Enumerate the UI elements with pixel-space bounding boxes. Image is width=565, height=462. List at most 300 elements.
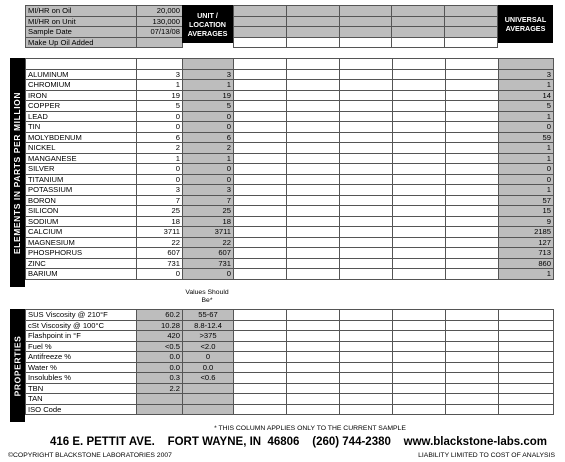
empty-cell bbox=[287, 227, 340, 238]
property-should-be: 8.8-12.4 bbox=[183, 320, 234, 331]
empty-cell bbox=[446, 352, 499, 363]
element-name: POTASSIUM bbox=[26, 185, 137, 196]
element-universal-average: 1 bbox=[499, 185, 554, 196]
element-unit-average: 18 bbox=[183, 216, 234, 227]
element-universal-average: 9 bbox=[499, 216, 554, 227]
table-row bbox=[26, 153, 554, 164]
property-value: 0.3 bbox=[137, 373, 183, 384]
element-universal-average: 1 bbox=[499, 80, 554, 91]
empty-cell bbox=[499, 310, 554, 321]
empty-cell bbox=[287, 143, 340, 154]
empty-cell bbox=[446, 237, 499, 248]
empty-cell bbox=[393, 132, 446, 143]
properties-table bbox=[25, 309, 554, 415]
empty-cell bbox=[392, 37, 445, 48]
empty-cell bbox=[499, 331, 554, 342]
table-row bbox=[26, 69, 554, 80]
table-row bbox=[26, 101, 554, 112]
empty-cell bbox=[340, 331, 393, 342]
element-universal-average: 860 bbox=[499, 258, 554, 269]
property-should-be: >375 bbox=[183, 331, 234, 342]
empty-cell bbox=[340, 153, 393, 164]
empty-cell bbox=[340, 90, 393, 101]
element-unit-average: 3 bbox=[183, 185, 234, 196]
table-row bbox=[26, 143, 554, 154]
element-universal-average: 0 bbox=[499, 122, 554, 133]
empty-cell bbox=[234, 394, 287, 405]
empty-cell bbox=[234, 59, 287, 70]
element-name: SILVER bbox=[26, 164, 137, 175]
empty-cell bbox=[445, 27, 498, 38]
empty-cell bbox=[446, 227, 499, 238]
empty-cell bbox=[446, 362, 499, 373]
empty-cell bbox=[446, 90, 499, 101]
element-name: MAGNESIUM bbox=[26, 237, 137, 248]
property-value bbox=[137, 394, 183, 405]
properties-section-label: PROPERTIES bbox=[10, 309, 25, 422]
element-universal-average: 0 bbox=[499, 174, 554, 185]
empty-cell bbox=[393, 320, 446, 331]
empty-cell bbox=[393, 80, 446, 91]
empty-cell bbox=[287, 373, 340, 384]
empty-cell bbox=[392, 6, 445, 17]
sample-info-row bbox=[26, 37, 183, 48]
element-unit-average: 0 bbox=[183, 174, 234, 185]
element-value: 1 bbox=[137, 153, 183, 164]
sample-info-row bbox=[26, 27, 183, 38]
empty-cell bbox=[393, 331, 446, 342]
property-name: Water % bbox=[26, 362, 137, 373]
element-value: 25 bbox=[137, 206, 183, 217]
empty-cell bbox=[287, 69, 340, 80]
empty-cell bbox=[446, 320, 499, 331]
element-value: 1 bbox=[137, 80, 183, 91]
property-name: Fuel % bbox=[26, 341, 137, 352]
empty-cell bbox=[393, 216, 446, 227]
sample-info-row bbox=[26, 6, 183, 17]
empty-cell bbox=[340, 310, 393, 321]
empty-cell bbox=[499, 404, 554, 415]
empty-cell bbox=[446, 258, 499, 269]
property-value: 420 bbox=[137, 331, 183, 342]
element-value: 0 bbox=[137, 174, 183, 185]
element-name: ZINC bbox=[26, 258, 137, 269]
empty-cell bbox=[234, 216, 287, 227]
empty-cell bbox=[445, 6, 498, 17]
element-value: 18 bbox=[137, 216, 183, 227]
sample-info-value: 07/13/08 bbox=[137, 27, 183, 38]
empty-cell bbox=[234, 195, 287, 206]
table-row bbox=[26, 80, 554, 91]
element-name: MOLYBDENUM bbox=[26, 132, 137, 143]
empty-cell bbox=[393, 248, 446, 259]
empty-cell bbox=[287, 101, 340, 112]
sample-info-label: Make Up Oil Added bbox=[26, 37, 137, 48]
empty-cell bbox=[340, 227, 393, 238]
empty-cell bbox=[287, 383, 340, 394]
empty-cell bbox=[286, 37, 339, 48]
values-should-be-header: Values Should Be* bbox=[185, 289, 229, 304]
empty-cell bbox=[234, 248, 287, 259]
element-name: NICKEL bbox=[26, 143, 137, 154]
property-should-be: 0 bbox=[183, 352, 234, 363]
empty-cell bbox=[393, 237, 446, 248]
empty-cell bbox=[234, 69, 287, 80]
empty-cell bbox=[393, 352, 446, 363]
lab-address: 416 E. PETTIT AVE. FORT WAYNE, IN 46806 (260) 744-2380 www.blackstone-labs.com bbox=[50, 436, 548, 448]
empty-cell bbox=[287, 394, 340, 405]
empty-cell bbox=[446, 122, 499, 133]
empty-cell bbox=[499, 373, 554, 384]
empty-cell bbox=[446, 341, 499, 352]
empty-cell bbox=[340, 164, 393, 175]
empty-cell bbox=[287, 206, 340, 217]
element-name: BARIUM bbox=[26, 269, 137, 280]
empty-cell bbox=[393, 310, 446, 321]
empty-cell bbox=[393, 153, 446, 164]
empty-cell bbox=[234, 206, 287, 217]
table-row bbox=[26, 310, 554, 321]
empty-cell bbox=[234, 101, 287, 112]
element-value: 5 bbox=[137, 101, 183, 112]
empty-cell bbox=[393, 206, 446, 217]
element-unit-average: 22 bbox=[183, 237, 234, 248]
empty-cell bbox=[446, 373, 499, 384]
empty-cell bbox=[234, 352, 287, 363]
empty-cell bbox=[393, 111, 446, 122]
empty-cell bbox=[287, 153, 340, 164]
empty-cell bbox=[287, 185, 340, 196]
element-value: 607 bbox=[137, 248, 183, 259]
sample-info-value bbox=[137, 37, 183, 48]
property-name: SUS Viscosity @ 210°F bbox=[26, 310, 137, 321]
table-row bbox=[26, 206, 554, 217]
empty-cell bbox=[393, 164, 446, 175]
empty-cell bbox=[340, 258, 393, 269]
empty-cell bbox=[287, 122, 340, 133]
element-universal-average: 0 bbox=[499, 164, 554, 175]
empty-cell bbox=[393, 185, 446, 196]
sample-info-value: 20,000 bbox=[137, 6, 183, 17]
elements-section-label: ELEMENTS IN PARTS PER MILLION bbox=[10, 58, 25, 287]
liability-notice: LIABILITY LIMITED TO COST OF ANALYSIS bbox=[418, 452, 555, 459]
empty-cell bbox=[446, 404, 499, 415]
empty-cell bbox=[446, 80, 499, 91]
empty-cell bbox=[234, 362, 287, 373]
empty-cell bbox=[393, 383, 446, 394]
empty-cell bbox=[393, 258, 446, 269]
unit-averages-header: UNIT / LOCATION AVERAGES bbox=[182, 5, 233, 43]
element-universal-average: 57 bbox=[499, 195, 554, 206]
sample-info-row bbox=[26, 16, 183, 27]
empty-cell bbox=[234, 269, 287, 280]
property-name: TBN bbox=[26, 383, 137, 394]
element-value: 0 bbox=[137, 122, 183, 133]
empty-cell bbox=[393, 143, 446, 154]
element-unit-average: 0 bbox=[183, 164, 234, 175]
table-row bbox=[26, 122, 554, 133]
element-name: ALUMINUM bbox=[26, 69, 137, 80]
empty-cell bbox=[234, 227, 287, 238]
element-name: TIN bbox=[26, 122, 137, 133]
property-should-be: <0.6 bbox=[183, 373, 234, 384]
element-universal-average: 5 bbox=[499, 101, 554, 112]
element-universal-average: 713 bbox=[499, 248, 554, 259]
property-name: Antifreeze % bbox=[26, 352, 137, 363]
table-row bbox=[26, 331, 554, 342]
empty-cell bbox=[445, 16, 498, 27]
element-value: 0 bbox=[137, 164, 183, 175]
empty-cell bbox=[287, 310, 340, 321]
empty-cell bbox=[287, 195, 340, 206]
element-unit-average: 1 bbox=[183, 153, 234, 164]
table-row bbox=[26, 185, 554, 196]
empty-cell bbox=[446, 143, 499, 154]
empty-cell bbox=[340, 195, 393, 206]
element-universal-average: 15 bbox=[499, 206, 554, 217]
property-value: <0.5 bbox=[137, 341, 183, 352]
element-value: 3 bbox=[137, 185, 183, 196]
element-name: TITANIUM bbox=[26, 174, 137, 185]
empty-cell bbox=[340, 216, 393, 227]
empty-cell bbox=[286, 6, 339, 17]
empty-cell bbox=[287, 269, 340, 280]
empty-cell bbox=[340, 174, 393, 185]
property-should-be: 0.0 bbox=[183, 362, 234, 373]
empty-cell bbox=[392, 16, 445, 27]
element-value: 2 bbox=[137, 143, 183, 154]
element-value: 22 bbox=[137, 237, 183, 248]
empty-cell bbox=[340, 185, 393, 196]
property-value bbox=[137, 404, 183, 415]
element-universal-average: 2185 bbox=[499, 227, 554, 238]
empty-cell bbox=[340, 248, 393, 259]
empty-cell bbox=[340, 59, 393, 70]
empty-cell bbox=[234, 320, 287, 331]
element-unit-average: 0 bbox=[183, 111, 234, 122]
empty-cell bbox=[234, 37, 287, 48]
sample-info-label: MI/HR on Oil bbox=[26, 6, 137, 17]
element-unit-average: 0 bbox=[183, 122, 234, 133]
element-name: IRON bbox=[26, 90, 137, 101]
empty-cell bbox=[287, 132, 340, 143]
empty-cell bbox=[446, 164, 499, 175]
empty-cell bbox=[234, 6, 287, 17]
element-universal-average: 1 bbox=[499, 153, 554, 164]
footnote: * THIS COLUMN APPLIES ONLY TO THE CURRENT SAMPLE bbox=[214, 425, 406, 432]
element-universal-average: 59 bbox=[499, 132, 554, 143]
empty-cell bbox=[393, 404, 446, 415]
table-row bbox=[26, 111, 554, 122]
empty-cell bbox=[499, 383, 554, 394]
table-row bbox=[26, 227, 554, 238]
element-unit-average: 2 bbox=[183, 143, 234, 154]
sample-info-table bbox=[25, 5, 183, 48]
table-row bbox=[26, 373, 554, 384]
table-row bbox=[26, 404, 554, 415]
property-name: TAN bbox=[26, 394, 137, 405]
empty-cell bbox=[340, 101, 393, 112]
empty-cell bbox=[234, 237, 287, 248]
property-value: 10.28 bbox=[137, 320, 183, 331]
table-row bbox=[26, 237, 554, 248]
empty-cell bbox=[393, 227, 446, 238]
empty-cell bbox=[26, 59, 137, 70]
empty-cell bbox=[393, 269, 446, 280]
element-name: SILICON bbox=[26, 206, 137, 217]
empty-cell bbox=[499, 59, 554, 70]
empty-cell bbox=[393, 69, 446, 80]
element-unit-average: 607 bbox=[183, 248, 234, 259]
property-name: cSt Viscosity @ 100°C bbox=[26, 320, 137, 331]
element-name: MANGANESE bbox=[26, 153, 137, 164]
empty-cell bbox=[287, 216, 340, 227]
empty-cell bbox=[446, 206, 499, 217]
property-value: 0.0 bbox=[137, 352, 183, 363]
empty-cell bbox=[286, 27, 339, 38]
element-unit-average: 731 bbox=[183, 258, 234, 269]
element-name: PHOSPHORUS bbox=[26, 248, 137, 259]
property-value: 60.2 bbox=[137, 310, 183, 321]
empty-cell bbox=[287, 320, 340, 331]
empty-cell bbox=[446, 132, 499, 143]
element-universal-average: 127 bbox=[499, 237, 554, 248]
empty-cell bbox=[340, 122, 393, 133]
empty-cell bbox=[287, 352, 340, 363]
empty-cell bbox=[446, 269, 499, 280]
empty-cell bbox=[234, 164, 287, 175]
empty-cell bbox=[234, 331, 287, 342]
empty-cell bbox=[287, 59, 340, 70]
table-row bbox=[26, 248, 554, 259]
element-name: LEAD bbox=[26, 111, 137, 122]
element-value: 0 bbox=[137, 111, 183, 122]
empty-cell bbox=[340, 362, 393, 373]
element-value: 3711 bbox=[137, 227, 183, 238]
table-row bbox=[26, 132, 554, 143]
element-value: 7 bbox=[137, 195, 183, 206]
empty-cell bbox=[340, 206, 393, 217]
element-universal-average: 3 bbox=[499, 69, 554, 80]
empty-cell bbox=[446, 69, 499, 80]
element-unit-average: 19 bbox=[183, 90, 234, 101]
empty-cell bbox=[340, 341, 393, 352]
empty-cell bbox=[340, 132, 393, 143]
empty-cell bbox=[340, 352, 393, 363]
empty-cell bbox=[393, 59, 446, 70]
empty-cell bbox=[340, 373, 393, 384]
empty-cell bbox=[340, 69, 393, 80]
element-unit-average: 3 bbox=[183, 69, 234, 80]
empty-cell bbox=[446, 331, 499, 342]
empty-cell bbox=[287, 248, 340, 259]
empty-cell bbox=[287, 80, 340, 91]
property-value: 2.2 bbox=[137, 383, 183, 394]
empty-cell bbox=[446, 174, 499, 185]
empty-cell bbox=[287, 362, 340, 373]
table-row bbox=[26, 269, 554, 280]
empty-cell bbox=[340, 80, 393, 91]
table-row bbox=[26, 394, 554, 405]
element-universal-average: 1 bbox=[499, 143, 554, 154]
empty-cell bbox=[340, 320, 393, 331]
table-row bbox=[26, 362, 554, 373]
empty-cell bbox=[234, 258, 287, 269]
empty-cell bbox=[287, 341, 340, 352]
element-universal-average: 1 bbox=[499, 111, 554, 122]
empty-cell bbox=[393, 341, 446, 352]
empty-cell bbox=[393, 195, 446, 206]
universal-averages-header: UNIVERSAL AVERAGES bbox=[498, 5, 553, 43]
empty-cell bbox=[446, 111, 499, 122]
element-unit-average: 6 bbox=[183, 132, 234, 143]
empty-cell bbox=[234, 373, 287, 384]
property-should-be bbox=[183, 404, 234, 415]
element-unit-average: 0 bbox=[183, 269, 234, 280]
empty-cell bbox=[499, 362, 554, 373]
element-name: SODIUM bbox=[26, 216, 137, 227]
element-unit-average: 3711 bbox=[183, 227, 234, 238]
empty-cell bbox=[340, 111, 393, 122]
sample-info-label: MI/HR on Unit bbox=[26, 16, 137, 27]
empty-cell bbox=[137, 59, 183, 70]
empty-cell bbox=[393, 122, 446, 133]
table-row bbox=[26, 383, 554, 394]
empty-cell bbox=[446, 101, 499, 112]
empty-cell bbox=[339, 16, 392, 27]
empty-cell bbox=[340, 143, 393, 154]
empty-cell bbox=[339, 6, 392, 17]
element-value: 0 bbox=[137, 269, 183, 280]
empty-cell bbox=[340, 404, 393, 415]
table-row bbox=[26, 258, 554, 269]
element-value: 3 bbox=[137, 69, 183, 80]
empty-cell bbox=[339, 27, 392, 38]
empty-cell bbox=[445, 37, 498, 48]
empty-cell bbox=[446, 59, 499, 70]
empty-cell bbox=[234, 27, 287, 38]
empty-cell bbox=[234, 80, 287, 91]
table-row bbox=[26, 216, 554, 227]
empty-cell bbox=[234, 132, 287, 143]
empty-cell bbox=[340, 394, 393, 405]
property-should-be: <2.0 bbox=[183, 341, 234, 352]
table-row bbox=[26, 320, 554, 331]
empty-cell bbox=[393, 362, 446, 373]
empty-cell bbox=[234, 383, 287, 394]
empty-cell bbox=[499, 394, 554, 405]
empty-cell bbox=[446, 310, 499, 321]
property-value: 0.0 bbox=[137, 362, 183, 373]
property-should-be: 55-67 bbox=[183, 310, 234, 321]
empty-cell bbox=[499, 341, 554, 352]
empty-cell bbox=[446, 248, 499, 259]
sample-info-value: 130,000 bbox=[137, 16, 183, 27]
empty-cell bbox=[286, 16, 339, 27]
empty-cell bbox=[234, 185, 287, 196]
empty-cell bbox=[393, 101, 446, 112]
element-name: CALCIUM bbox=[26, 227, 137, 238]
empty-cell bbox=[287, 164, 340, 175]
empty-cell bbox=[234, 111, 287, 122]
header-grid bbox=[233, 5, 498, 53]
element-unit-average: 5 bbox=[183, 101, 234, 112]
empty-cell bbox=[340, 237, 393, 248]
property-should-be bbox=[183, 383, 234, 394]
property-name: Flashpoint in °F bbox=[26, 331, 137, 342]
empty-cell bbox=[234, 174, 287, 185]
empty-cell bbox=[287, 90, 340, 101]
